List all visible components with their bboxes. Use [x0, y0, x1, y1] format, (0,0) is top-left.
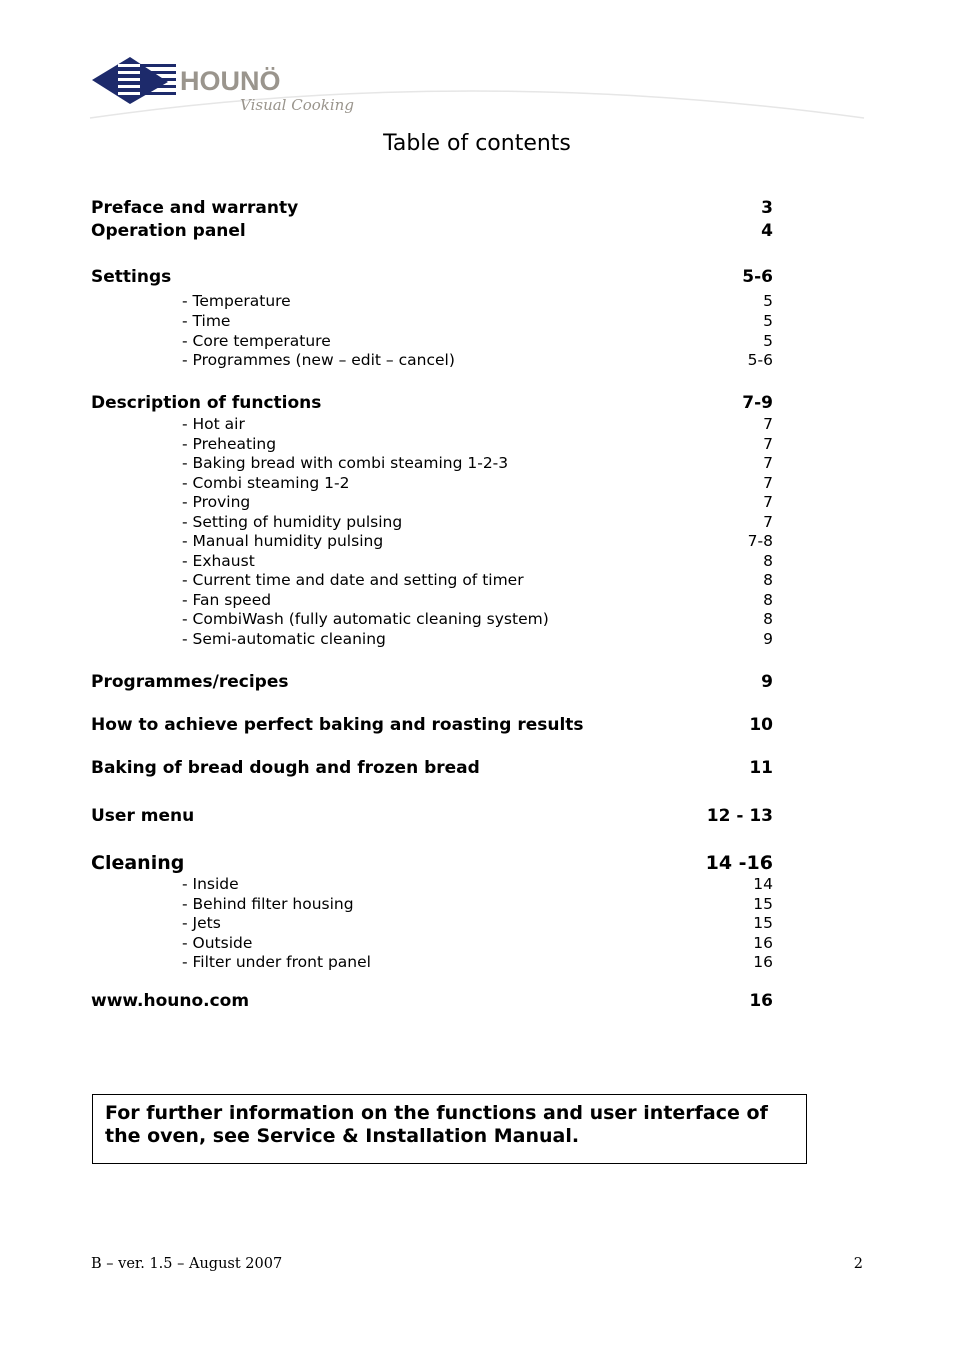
toc-entry-page: 7-9: [742, 393, 773, 413]
toc-entry-cleaning: [91, 852, 773, 874]
toc-subentry: [91, 493, 773, 511]
toc-subentry: [91, 532, 773, 550]
toc-entry-page: 12 - 13: [706, 806, 773, 826]
toc-subentry: [91, 332, 773, 350]
houno-logo: [88, 52, 868, 124]
brand-tagline: Visual Cooking: [240, 96, 354, 114]
toc-subentry-page: 7: [763, 454, 773, 472]
toc-entry-page: 10: [749, 715, 773, 735]
toc-subentry: [91, 292, 773, 310]
toc-subentry-page: 7: [763, 493, 773, 511]
toc-subentry-label: - Time: [182, 312, 231, 330]
toc-subentry-page: 5: [763, 292, 773, 310]
toc-subentry: [91, 454, 773, 472]
toc-subentry: [91, 610, 773, 628]
toc-entry-page: 14 -16: [705, 852, 773, 874]
toc-entry-label: Operation panel: [91, 221, 246, 241]
page-title: Table of contents: [383, 131, 571, 156]
toc-subentry-page: 8: [763, 610, 773, 628]
toc-subentry-page: 9: [763, 630, 773, 648]
toc-subentry-page: 7: [763, 474, 773, 492]
toc-subentry: [91, 630, 773, 648]
toc-subentry: [91, 474, 773, 492]
toc-subentry-page: 5: [763, 312, 773, 330]
toc-subentry-page: 7: [763, 415, 773, 433]
toc-entry-user-menu: [91, 806, 773, 826]
toc-subentry-label: - Core temperature: [182, 332, 331, 350]
toc-subentry-page: 14: [753, 875, 773, 893]
toc-entry-label: Cleaning: [91, 852, 185, 874]
toc-subentry-page: 8: [763, 591, 773, 609]
toc-subentry-page: 7-8: [747, 532, 773, 550]
toc-entry-bread-dough: [91, 758, 773, 778]
toc-entry-page: 11: [749, 758, 773, 778]
toc-subentry-label: - Manual humidity pulsing: [182, 532, 384, 550]
toc-entry-website: [91, 991, 773, 1011]
toc-subentry-label: - Programmes (new – edit – cancel): [182, 351, 455, 369]
toc-subentry: [91, 571, 773, 589]
toc-subentry-page: 5-6: [747, 351, 773, 369]
toc-subentry-label: - CombiWash (fully automatic cleaning system): [182, 610, 549, 628]
toc-subentry-label: - Filter under front panel: [182, 953, 371, 971]
footer-version: B – ver. 1.5 – August 2007: [91, 1256, 283, 1272]
toc-subentry: [91, 934, 773, 952]
brand-name: HOUNÖ: [180, 66, 281, 96]
toc-subentry-page: 5: [763, 332, 773, 350]
toc-entry-functions: [91, 393, 773, 413]
toc-subentry-page: 8: [763, 571, 773, 589]
service-manual-notice: For further information on the functions and user interface of the oven, see Service & Installation Manual.: [92, 1094, 807, 1164]
toc-subentry-label: - Semi-automatic cleaning: [182, 630, 386, 648]
toc-subentry-label: - Baking bread with combi steaming 1-2-3: [182, 454, 509, 472]
toc-subentry: [91, 953, 773, 971]
toc-subentry-page: 8: [763, 552, 773, 570]
toc-subentry: [91, 435, 773, 453]
toc-subentry: [91, 591, 773, 609]
toc-entry-baking-results: [91, 715, 773, 735]
toc-subentry: [91, 513, 773, 531]
toc-subentry: [91, 552, 773, 570]
toc-subentry-label: - Preheating: [182, 435, 277, 453]
toc-subentry-label: - Setting of humidity pulsing: [182, 513, 403, 531]
toc-entry-label: Preface and warranty: [91, 198, 299, 218]
toc-subentry: [91, 914, 773, 932]
toc-subentry-page: 16: [753, 934, 773, 952]
footer-page-number: 2: [853, 1256, 863, 1272]
toc-subentry-label: - Current time and date and setting of timer: [182, 571, 524, 589]
toc-subentry-page: 16: [753, 953, 773, 971]
toc-entry-page: 4: [761, 221, 773, 241]
toc-entry-page: 3: [761, 198, 773, 218]
toc-entry-operation: [91, 221, 773, 241]
toc-entry-programmes: [91, 672, 773, 692]
toc-entry-page: 16: [749, 991, 773, 1011]
toc-entry-label: Baking of bread dough and frozen bread: [91, 758, 480, 778]
toc-subentry-label: - Outside: [182, 934, 253, 952]
toc-subentry-label: - Temperature: [182, 292, 291, 310]
toc-entry-page: 9: [761, 672, 773, 692]
toc-subentry: [91, 312, 773, 330]
toc-subentry-label: - Exhaust: [182, 552, 255, 570]
toc-subentry: [91, 415, 773, 433]
toc-subentry-label: - Fan speed: [182, 591, 272, 609]
toc-subentry-page: 15: [753, 914, 773, 932]
toc-entry-preface: [91, 198, 773, 218]
toc-entry-page: 5-6: [742, 267, 773, 287]
toc-entry-label: Description of functions: [91, 393, 322, 413]
toc-subentry-label: - Hot air: [182, 415, 245, 433]
toc-subentry: [91, 895, 773, 913]
toc-subentry-page: 7: [763, 435, 773, 453]
toc-entry-label: Programmes/recipes: [91, 672, 289, 692]
toc-subentry-page: 7: [763, 513, 773, 531]
toc-subentry-label: - Proving: [182, 493, 251, 511]
toc-entry-label: User menu: [91, 806, 195, 826]
toc-subentry-label: - Inside: [182, 875, 239, 893]
toc-entry-label: Settings: [91, 267, 172, 287]
toc-entry-label: How to achieve perfect baking and roasting results: [91, 715, 584, 735]
toc-subentry-page: 15: [753, 895, 773, 913]
toc-subentry-label: - Jets: [182, 914, 221, 932]
toc-subentry-label: - Combi steaming 1-2: [182, 474, 350, 492]
toc-subentry-label: - Behind filter housing: [182, 895, 354, 913]
toc-subentry: [91, 875, 773, 893]
toc-subentry: [91, 351, 773, 369]
toc-entry-settings: [91, 267, 773, 287]
website-link[interactable]: www.houno.com: [91, 991, 250, 1011]
houno-logo-icon: [92, 57, 176, 104]
